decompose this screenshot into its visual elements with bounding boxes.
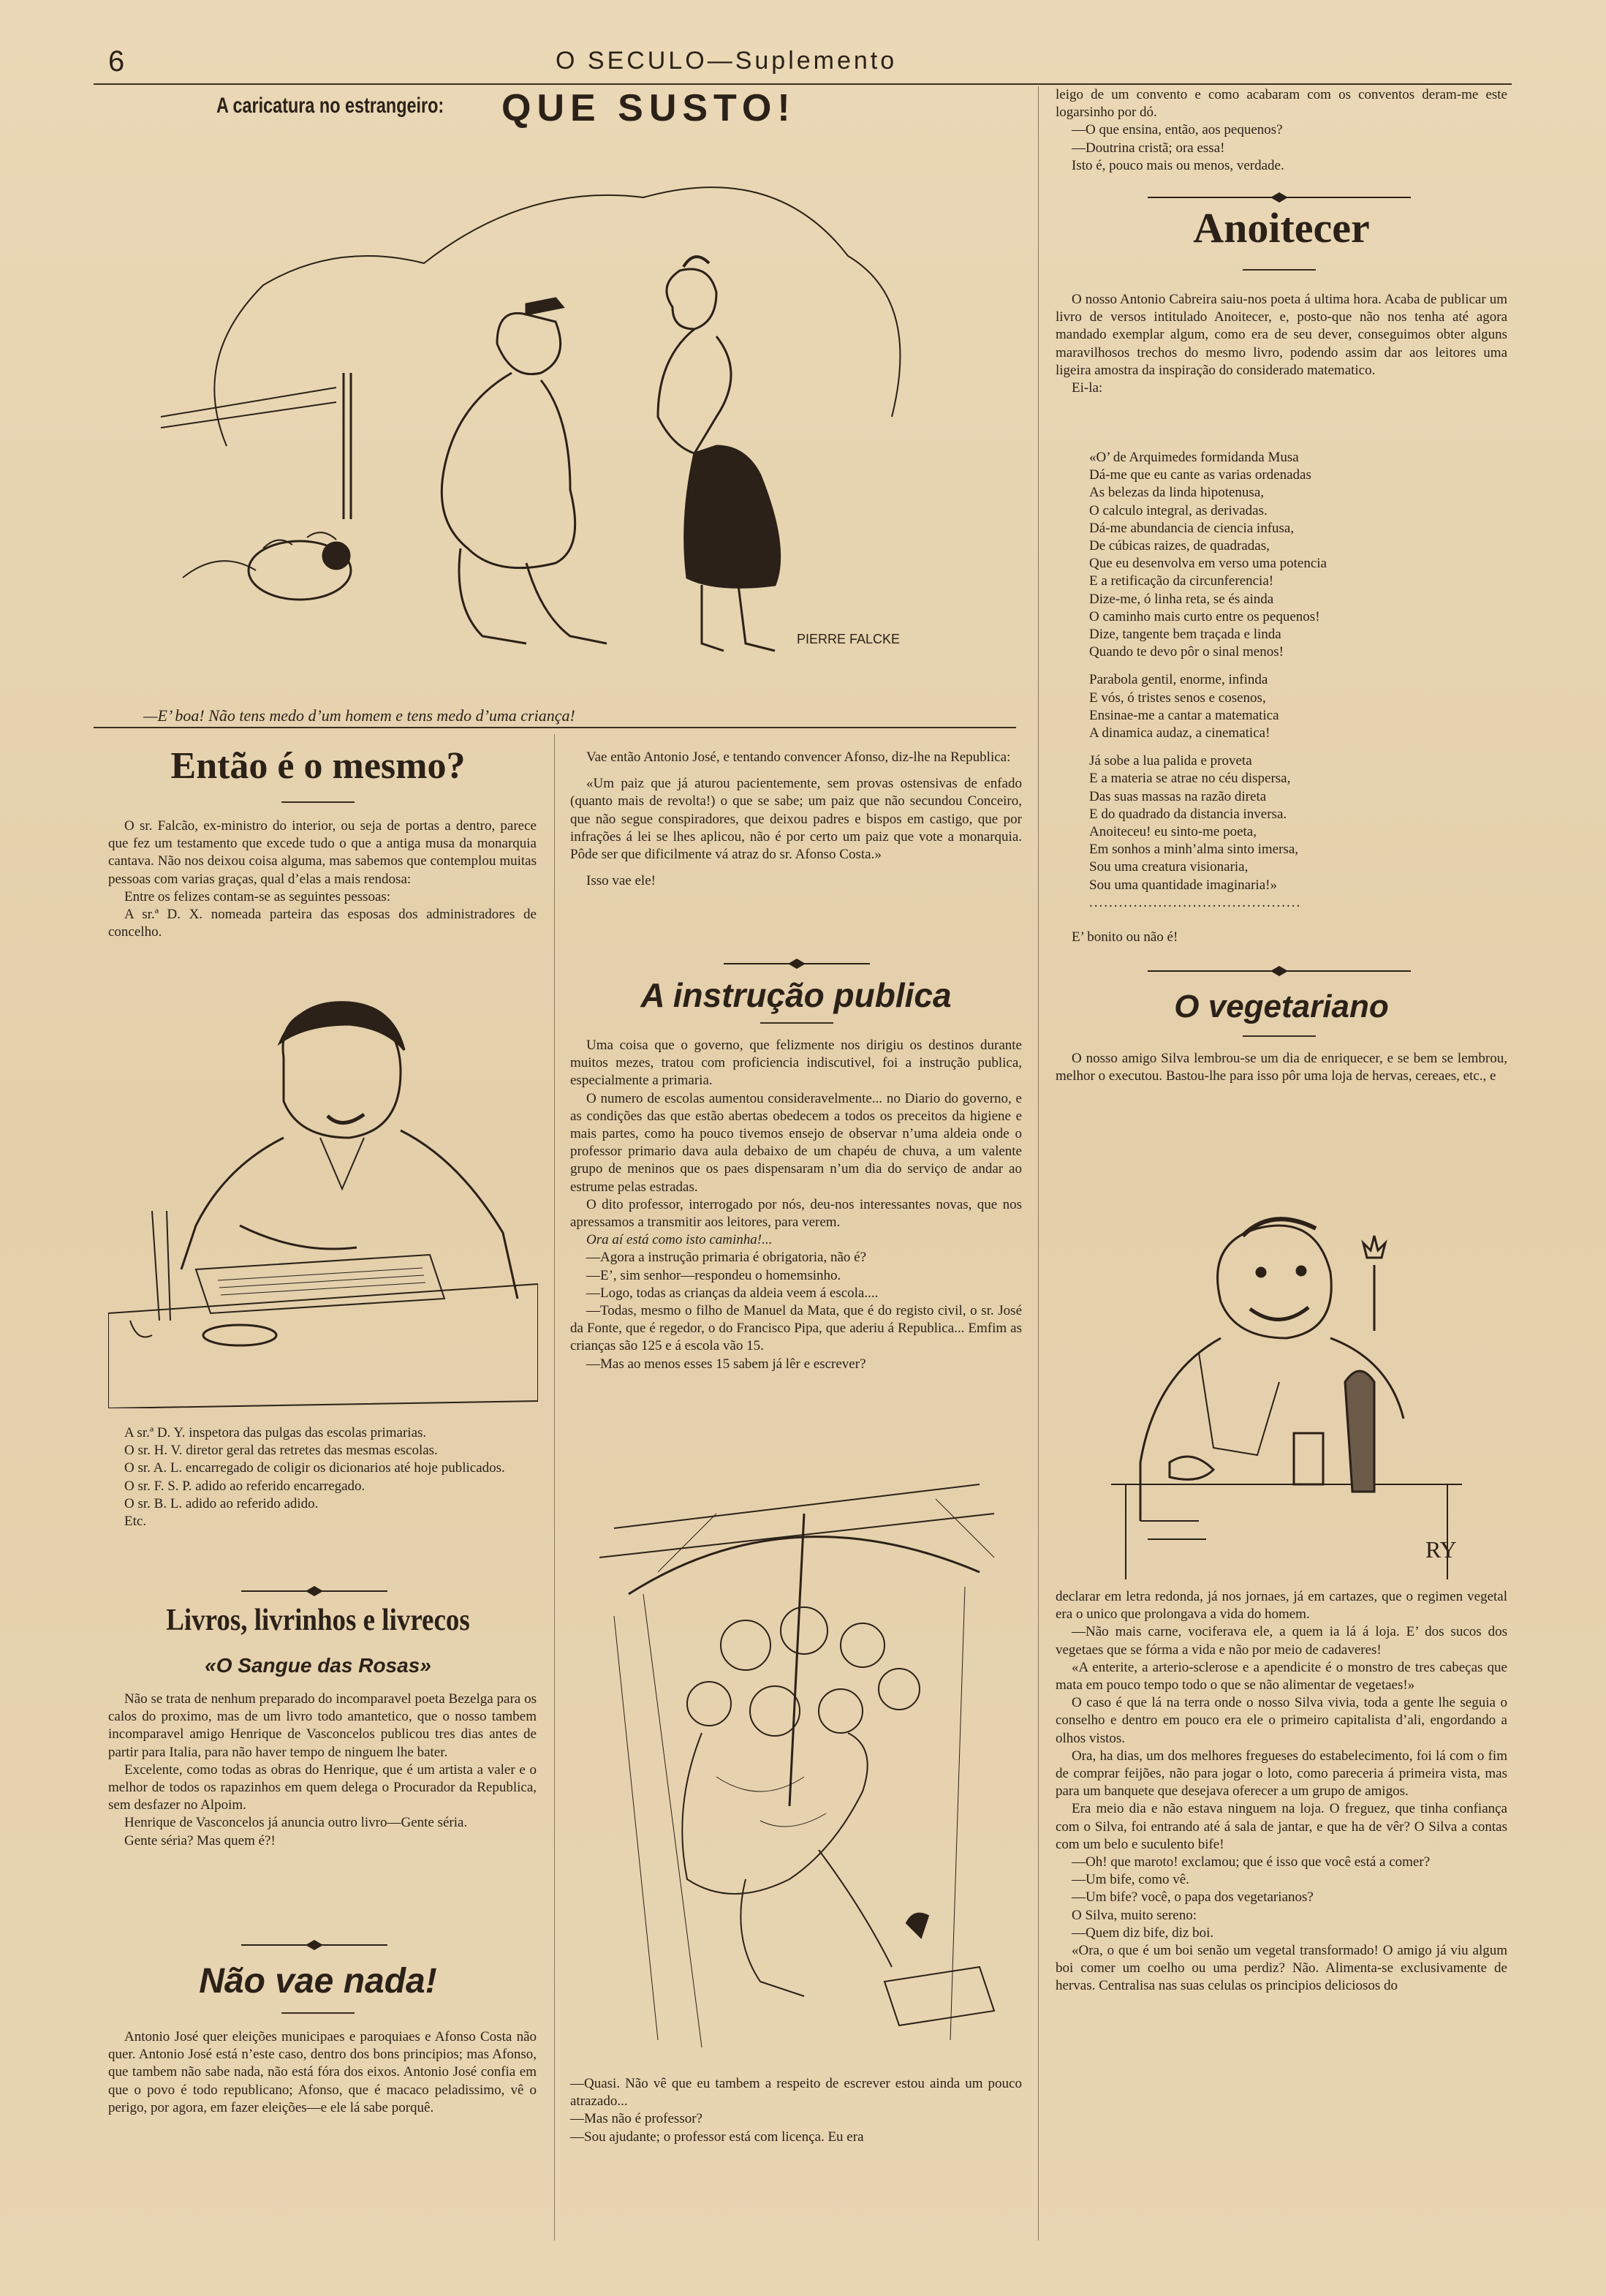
illustration-signature: RY [1425,1536,1457,1563]
paragraph: Excelente, como todas as obras do Henrique, que é um artista a valer e o melhor de todos os rapazinhos em quem delega o Procurador da Republica, sem desfazer no Alpoim. [108,1761,537,1813]
paragraph: O numero de escolas aumentou consideravelmente... no Diario do governo, e as condições das que estão abertas obedecem a todos os preceitos da higiene e mais partes, como ha pouco tivemos ensejo de observar n’uma aldeia onde o professor primario dava aula debaixo de um chapéu de chuva, a um valente grupo de meninos que os paes dispensaram n’um dia do serviço de andar ao estrume pelas estradas. [570,1090,1022,1195]
livros-title: Livros, livrinhos e livrecos [166,1604,470,1637]
ornament-rule [241,1938,387,1952]
poem-line: Parabola gentil, enorme, infinda [1089,672,1268,688]
minister-writing-illustration [108,992,538,1408]
fragment-line: —O que ensina, então, aos pequenos? [1072,122,1283,138]
paragraph: «Ora, o que é um boi senão um vegetal transformado! O amigo já viu algum boi comer um coelho ou uma perdiz? Não. Alimenta-se exclusivamente de hervas. Centralisa nas suas celulas os principios deliciosos do [1056,1943,1507,1994]
paragraph: —Agora a instrução primaria é obrigatoria, não é? [586,1250,867,1266]
vegetariano-intro [1056,1050,1507,1085]
paragraph: —Quasi. Não vê que eu tambem a respeito de escrever estou ainda um pouco atrazado... [570,2076,1022,2110]
paragraph: Uma coisa que o governo, que felizmente nos dirigiu os destinos durante muitos mezes, tratou com proficiencia indiscutivel, foi a instrução publica, especialmente a primaria. [570,1038,1022,1089]
poem-line: Em sonhos a minh’alma sinto imersa, [1089,842,1299,858]
paragraph: Henrique de Vasconcelos já anuncia outro livro—Gente séria. [124,1815,468,1831]
caricature-illustration [117,139,1016,695]
livros-subtitle: «O Sangue das Rosas» [205,1654,431,1677]
paragraph: declarar em letra redonda, já nos jornaes, já em cartazes, que o regimen vegetal era o unico que prolongava a vida do homem. [1056,1589,1507,1623]
paragraph: Antonio José quer eleições municipaes e paroquiaes e Afonso Costa não quer. Antonio José está n’este caso, dentro dos bons principios; mas Afonso, que tambem não sabe nada, não está fóra dos eixos. Antonio José confia em que o povo é todo republicano; Afonso, que é macaco peladissimo, vê o perigo, por agora, em fazer eleições—e ele lá sabe porquê. [108,2029,537,2115]
poem-line: Ensinae-me a cantar a matematica [1089,707,1279,723]
paragraph: «Um paiz que já aturou pacientemente, sem provas ostensivas de enfado (quanto mais de revolta!) o que se sabe; um paiz que não secundou Conceiro, que não segue conspiradores, que deixou padres e bispos em castigo, que por infrações á lei se lhes aplicou, não é por certo um paiz que vote a monarquia. Pôde ser que dificilmente vá atraz do sr. Afonso Costa.» [570,776,1022,863]
paragraph: O sr. H. V. diretor geral das retretes das mesmas escolas. [124,1443,438,1459]
naovae-article [108,2028,537,2117]
paragraph: Etc. [124,1514,147,1530]
vegetariano-title: O vegetariano [1174,989,1389,1024]
title-underline [1243,1035,1316,1037]
poem-line: E do quadrado da distancia inversa. [1089,806,1287,822]
paragraph: O sr. F. S. P. adido ao referido encarregado. [124,1478,365,1494]
poem-line: Das suas massas na razão direta [1089,788,1267,804]
paragraph: Ora aí está como isto caminha!... [586,1232,773,1248]
anoitecer-title: Anoitecer [1193,204,1370,252]
anoitecer-closing-block [1056,929,1507,946]
poem-line: Dize, tangente bem traçada e linda [1089,627,1281,643]
paragraph: —Mas ao menos esses 15 sabem já lêr e escrever? [586,1356,866,1372]
poem-line: Dize-me, ó linha reta, se és ainda [1089,591,1274,607]
paragraph: —Um bife, como vê. [1072,1872,1189,1888]
school-umbrella-illustration [570,1470,1023,2062]
header-rule [94,83,1512,85]
livros-article [108,1691,537,1850]
column-divider [554,734,555,2240]
paragraph: —Logo, todas as crianças da aldeia veem á escola.... [586,1285,879,1301]
ornament-rule [724,956,870,971]
paragraph: Ora, ha dias, um dos melhores fregueses do estabelecimento, foi lá com o fim de comprar feijões, não para jogar o loto, como pareceria á primeira vista, mas para um banquete que desejava oferecer a um grupo de amigos. [1056,1748,1507,1800]
vegetariano-illustration [1096,1141,1477,1594]
caricature-signature: PIERRE FALCKE [797,632,901,646]
vegetariano-article [1056,1588,1507,1995]
title-underline [281,801,355,803]
poem-line: As belezas da linda hipotenusa, [1089,485,1265,501]
poem-line: O calculo integral, as derivadas. [1089,502,1268,518]
paragraph: O caso é que lá na terra onde o nosso Silva vivia, toda a gente lhe seguia o conselho e dentro em pouco era ele o primeiro capitalista d’ali, engordando a olhos vistos. [1056,1695,1507,1746]
title-underline [760,1022,833,1024]
naovae-title: Não vae nada! [199,1962,437,2001]
paragraph: A sr.ª D. X. nomeada parteira das esposas dos administradores de concelho. [108,907,537,940]
fragment-line: leigo de um convento e como acabaram com os conventos deram-me este logarsinho por dó. [1056,87,1507,121]
instrucao-article [570,1037,1022,1373]
ornament-rule [241,1584,387,1598]
poem-line: Já sobe a lua palida e proveta [1089,753,1252,769]
poem-line: O caminho mais curto entre os pequenos! [1089,608,1320,624]
poem-line: A dinamica audaz, a cinematica! [1089,725,1270,741]
paragraph: O sr. A. L. encarregado de coligir os dicionarios até hoje publicados. [124,1460,505,1476]
paragraph: Era meio dia e não estava ninguem na loja. O freguez, que tinha confiança com o Silva, foi entrando até á sala de jantar, e que ha de vêr? O Silva a contas com um belo e suculento bife! [1056,1801,1507,1852]
paragraph: —Mas não é professor? [570,2111,702,2127]
ornament-rule [1148,190,1411,205]
newspaper-title: O SECULO—Suplemento [556,47,898,75]
poem-line: Anoiteceu! eu sinto-me poeta, [1089,824,1257,840]
ornament-rule [1148,964,1411,978]
page-number: 6 [108,45,125,78]
anoitecer-intro: O nosso Antonio Cabreira saiu-nos poeta á ultima hora. Acaba de publicar um livro de versos intitulado Anoitecer, e, posto-que não nos tenha até agora mandado exemplar algum, como era de seu dever, conseguimos obter alguns maravilhosos trechos do mesmo livro, podendo assim dar aos leitores uma ligeira amostra da inspiração do considerado matematico. [1056,292,1507,378]
paragraph: —Quem diz bife, diz boi. [1072,1925,1214,1941]
paragraph: Gente séria? Mas quem é?! [124,1832,276,1848]
title-underline [1243,269,1316,271]
paragraph: Vae então Antonio José, e tentando convencer Afonso, diz-lhe na Republica: [586,749,1011,765]
caricature-label: A caricatura no estrangeiro: [216,94,444,118]
paragraph: O dito professor, interrogado por nós, deu-nos interessantes novas, que nos apressamos a transmitir aos leitores, para verem. [570,1196,1022,1231]
poem-dots: ........................................... [1089,894,1302,910]
poem-line: De cúbicas raizes, de quadradas, [1089,538,1270,554]
paragraph: A sr.ª D. Y. inspetora das pulgas das escolas primarias. [124,1425,427,1440]
paragraph: O nosso amigo Silva lembrou-se um dia de enriquecer, e se bem se lembrou, melhor o executou. Bastou-lhe para isso pôr uma loja de hervas, cereaes, etc., e [1056,1051,1507,1084]
top-right-fragment [1056,86,1507,175]
entao-list [108,1424,537,1530]
paragraph: —E’, sim senhor—respondeu o homemsinho. [586,1267,841,1283]
anoitecer-article [1056,291,1507,397]
anoitecer-poem [1089,449,1499,912]
caricature-caption: —E’ boa! Não tens medo d’um homem e tens medo d’uma criança! [143,706,575,725]
entao-article [108,817,537,941]
paragraph: —Sou ajudante; o professor está com licença. Eu era [570,2129,864,2145]
paragraph: Isso vae ele! [586,873,656,889]
paragraph: —Um bife? você, o papa dos vegetarianos? [1072,1889,1314,1906]
paragraph: Não se trata de nenhum preparado do incomparavel poeta Bezelga para os calos do proximo, mas de um livro todo amantetico, que o nosso tambem incomparavel amigo Henrique de Vasconcelos publicou tres dias antes de partir para Italia, para não haver tempo de ninguem lhe bater. [108,1691,537,1760]
fragment-line: —Doutrina cristã; ora essa! [1072,140,1225,156]
instrucao-title: A instrução publica [640,976,952,1014]
poem-line: E a materia se atrae no céu dispersa, [1089,771,1291,787]
title-underline [281,2012,355,2014]
anoitecer-eila: Ei-la: [1072,380,1103,396]
naovae-continued [570,749,1022,890]
paragraph: —Oh! que maroto! exclamou; que é isso que você está a comer? [1072,1854,1431,1870]
poem-line: Sou uma creatura visionaria, [1089,859,1249,875]
paragraph: —Todas, mesmo o filho de Manuel da Mata, que é do registo civil, o sr. José da Fonte, que é regedor, o do Francisco Pipa, que aderiu á Republica... Emfim as crianças são 125 e á escola vão 15. [570,1303,1022,1354]
poem-line: Dá-me que eu cante as varias ordenadas [1089,467,1311,483]
poem-line: Dá-me abundancia de ciencia infusa, [1089,520,1295,536]
anoitecer-closing: E’ bonito ou não é! [1072,929,1178,945]
paragraph: O sr. Falcão, ex-ministro do interior, ou seja de portas a dentro, parece que fez um testamento que excede tudo o que a antiga musa da monarquia cantava. Não nos deixou coisa alguma, mas sabemos que contemplou muitas pessoas com varias graças, qual d’elas a mais rendosa: [108,818,537,887]
caricature-rule [94,727,1016,728]
instrucao-ending [570,2075,1022,2146]
fragment-line: Isto é, pouco mais ou menos, verdade. [1072,157,1284,173]
paragraph: O Silva, muito sereno: [1072,1907,1197,1923]
paragraph: Entre os felizes contam-se as seguintes pessoas: [124,888,391,905]
poem-line: E a retificação da circunferencia! [1089,573,1274,589]
poem-line: Sou uma quantidade imaginaria!» [1089,877,1277,893]
poem-line: E vós, ó tristes senos e cosenos, [1089,690,1266,706]
entao-title: Então é o mesmo? [170,745,466,787]
poem-line: «O’ de Arquimedes formidanda Musa [1089,450,1299,465]
poem-line: Quando te devo pôr o sinal menos! [1089,644,1284,660]
caricature-headline: QUE SUSTO! [501,87,796,129]
paragraph: «A enterite, a arterio-sclerose e a apendicite é o monstro de tres cabeças que mata em pouco tempo todo o que se não alimentar de vegetaes!» [1056,1659,1507,1693]
column-divider [1038,86,1039,2240]
paragraph: —Não mais carne, vociferava ele, a quem ia lá á loja. E’ dos sucos dos vegetaes que se fórma a vida e não por meio de cadaveres! [1056,1624,1507,1658]
poem-line: Que eu desenvolva em verso uma potencia [1089,556,1327,572]
paragraph: O sr. B. L. adido ao referido adido. [124,1495,319,1511]
